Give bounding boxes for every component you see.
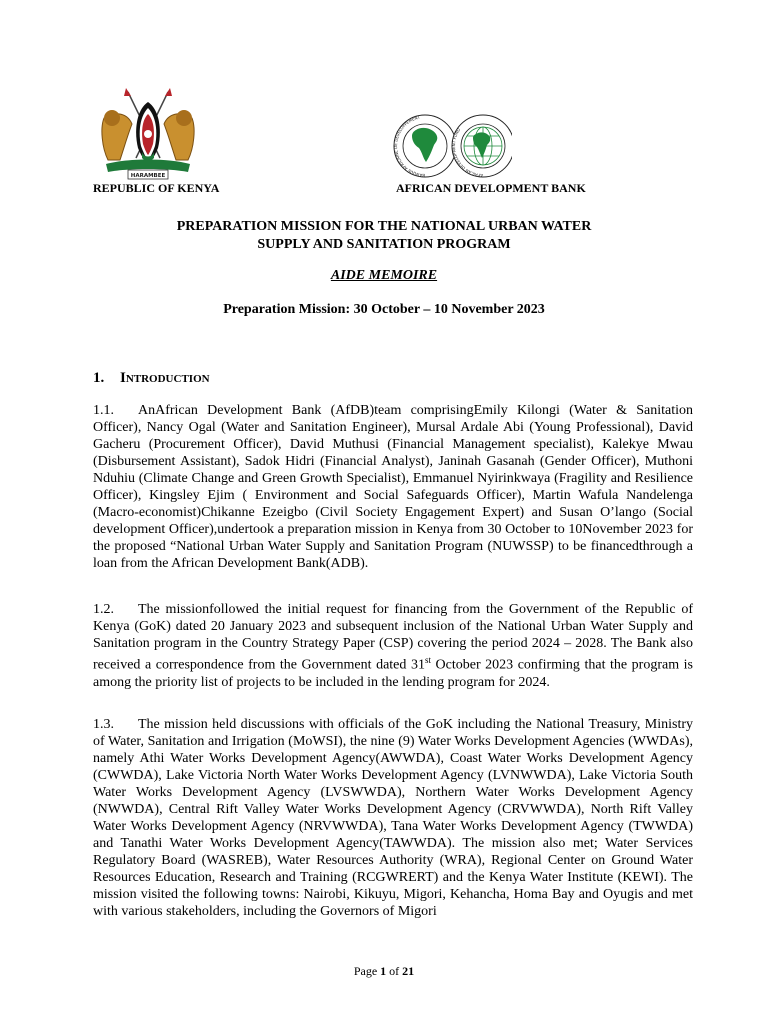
document-title: [0, 218, 768, 254]
kenya-motto-text: HARAMBEE: [130, 173, 166, 179]
paragraph-1-1: [93, 402, 693, 572]
afdb-logo: [392, 112, 512, 178]
republic-of-kenya-label: REPUBLIC OF KENYA: [93, 181, 220, 195]
page-number: 1: [380, 964, 387, 978]
page-total: 21: [402, 964, 415, 978]
adf-ring-text: AFRICAN DEVELOPMENT FUND: [451, 127, 484, 178]
paragraph-number: 1.2.: [93, 602, 114, 617]
section-heading: [93, 370, 210, 387]
paragraph-1-3: [93, 716, 693, 920]
paragraph-text: The mission held discussions with officials of the GoK including the National Treasury, Ministry of Water, Sanitation and Irrigation (MoWSI), the nine (9) Water Works Development Agencies (WWDAs), namely Athi Water Works Development Agency(AWWDA), Coast Water Works Development Agency (CWWDA), Lake Victoria North Water Works Development Agency (LVNWWDA), Lake Victoria South Water Works Development Agency (LVSWWDA), Northern Water Works Development Agency (NWWDA), Central Rift Valley Water Works Development Agency (CRVWWDA), North Rift Valley Water Works Development Agency (NRVWWDA), Tana Water Works Development Agency (TWWDA) and Tanathi Water Works Development Agency(TAWWDA). The mission also met; Water Services Regulatory Board (WASREB), Water Resources Authority (WRA), Regional Center on Ground Water Resources Education, Research and Training (RCGWRERT) and the Kenya Water Institute (KEWI). The mission visited the following towns: Nairobi, Kikuyu, Migori, Kehancha, Homa Bay and Oyugis and met with various stakeholders, including the Governors of Migori: [93, 717, 693, 919]
page-word: Page: [353, 964, 378, 978]
title-line-2: SUPPLY AND SANITATION PROGRAM: [257, 237, 511, 252]
paragraph-text-continued: October 2023 confirming that the program is among the priority list of projects to be included in the lending program for 2024.: [93, 657, 693, 690]
kenya-coat-of-arms-logo: [98, 88, 198, 180]
section-title: Introduction: [120, 370, 210, 386]
paragraph-number: 1.1.: [93, 403, 114, 418]
paragraph-text: The missionfollowed the initial request for financing from the Government of the Republic of Kenya (GoK) dated 20 January 2023 and subsequent inclusion of the National Urban Water Supply and Sanitation program in the Country Strategy Paper (CSP) covering the period 2024 – 2028. The Bank also received a correspondence from the Government dated 31: [93, 602, 693, 673]
african-development-bank-label: AFRICAN DEVELOPMENT BANK: [396, 181, 586, 195]
of-word: of: [389, 964, 400, 978]
title-line-1: PREPARATION MISSION FOR THE NATIONAL URBAN WATER: [176, 219, 592, 234]
paragraph-1-2: [93, 601, 693, 691]
aide-memoire-subtitle: AIDE MEMOIRE: [330, 268, 438, 283]
afdb-ring-text: BANQUE AFRICAINE DE DEVELOPPEMENT: [393, 114, 426, 178]
page-footer: [0, 964, 768, 979]
paragraph-number: 1.3.: [93, 717, 114, 732]
mission-dates: Preparation Mission: 30 October – 10 November 2023: [223, 302, 545, 317]
paragraph-text: AnAfrican Development Bank (AfDB)team comprisingEmily Kilongi (Water & Sanitation Officer), Nancy Ogal (Water and Sanitation Engineer), Mursal Ardale Abi (Young Professional), David Gacheru (Procurement Officer), David Muthusi (Financial Management specialist), Kalekye Mwau (Disbursement Assistant), Sadok Hidri (Financial Analyst), Janinah Gasanah (Gender Officer), Muthoni Nduhiu (Climate Change and Green Growth Specialist), Emmanuel Nyirinkwaya (Fragility and Resilience Officer), Kingsley Ejim ( Environment and Social Safeguards Officer), Martin Wafula Nandelenga (Macro-economist)Chikanne Ezeigbo (Civil Society Engagement Expert) and Susan O’lango (Social development Officer),undertook a preparation mission in Kenya from 30 October to 10November 2023 for the proposed “National Urban Water Supply and Sanitation Program (NUWSSP) to be financedthrough a loan from the African Development Bank(ADB).: [93, 403, 693, 571]
ordinal-suffix: st: [424, 655, 431, 665]
section-number: 1.: [93, 370, 105, 386]
